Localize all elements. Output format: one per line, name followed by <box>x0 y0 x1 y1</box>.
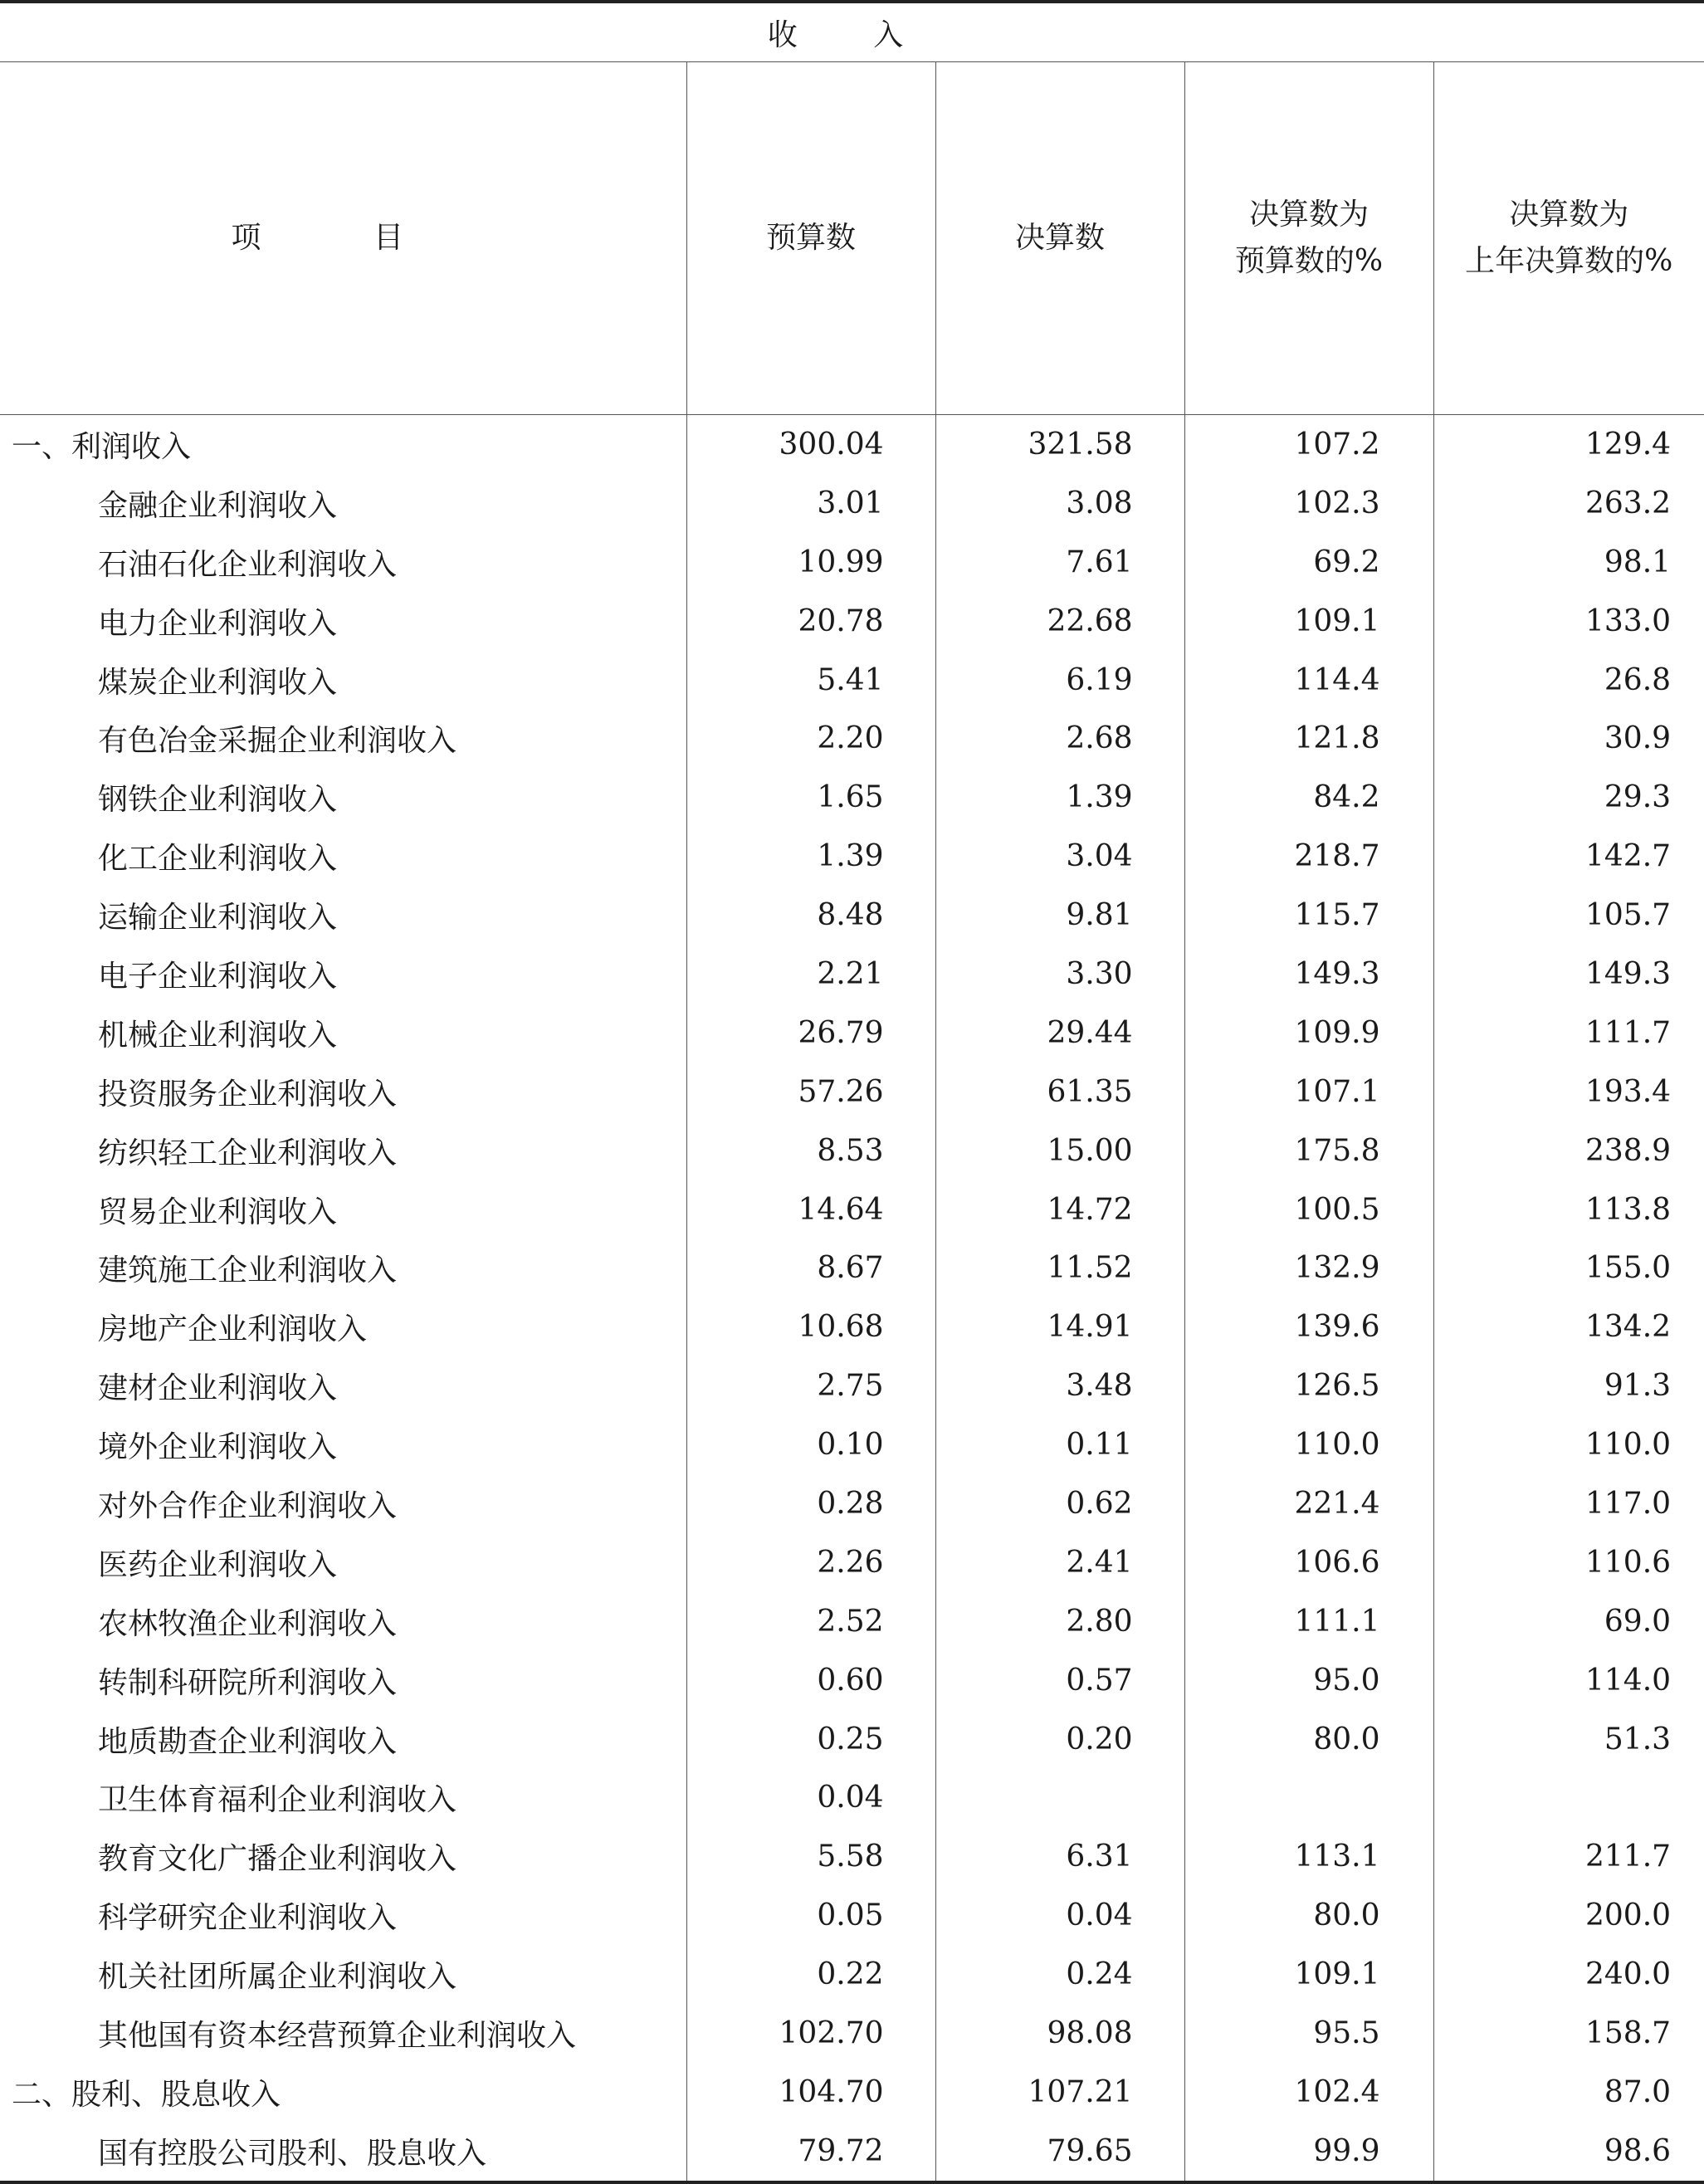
table-row <box>0 1827 1704 1886</box>
row-pct-budget-value: 139.6 <box>1184 1297 1433 1356</box>
row-item-name: 其他国有资本经营预算企业利润收入 <box>98 2018 577 2053</box>
table-row <box>0 1768 1704 1827</box>
row-item-name: 境外企业利润收入 <box>98 1430 338 1465</box>
column-header-row <box>0 62 1704 415</box>
row-final-value: 3.08 <box>935 474 1184 533</box>
table-title-row <box>0 2 1704 62</box>
row-budget-value: 0.05 <box>686 1886 935 1945</box>
row-budget-value: 2.52 <box>686 1592 935 1651</box>
row-item-name: 地质勘查企业利润收入 <box>98 1724 398 1759</box>
table-row <box>0 1121 1704 1180</box>
row-pct-budget-value: 102.3 <box>1184 474 1433 533</box>
row-pct-last-value: 133.0 <box>1433 592 1704 651</box>
table-row <box>0 827 1704 886</box>
row-pct-budget-value: 80.0 <box>1184 1710 1433 1769</box>
row-pct-budget-value: 110.0 <box>1184 1415 1433 1474</box>
row-pct-budget-value: 84.2 <box>1184 768 1433 827</box>
row-final-value: 107.21 <box>935 2063 1184 2122</box>
row-item-name: 金融企业利润收入 <box>98 488 338 523</box>
table-row <box>0 2004 1704 2063</box>
table-row <box>0 945 1704 1004</box>
row-item-name: 医药企业利润收入 <box>98 1547 338 1582</box>
row-item-name: 卫生体育福利企业利润收入 <box>98 1783 457 1818</box>
row-pct-budget-value: 221.4 <box>1184 1474 1433 1533</box>
row-pct-last-value: 129.4 <box>1433 415 1704 474</box>
row-budget-value: 26.79 <box>686 1004 935 1063</box>
row-pct-last-value: 158.7 <box>1433 2004 1704 2063</box>
row-budget-value: 2.26 <box>686 1533 935 1592</box>
row-final-value: 0.62 <box>935 1474 1184 1533</box>
table-row <box>0 709 1704 768</box>
row-pct-last-value: 149.3 <box>1433 945 1704 1004</box>
row-budget-value: 1.65 <box>686 768 935 827</box>
row-pct-budget-value: 102.4 <box>1184 2063 1433 2122</box>
row-pct-last-value: 29.3 <box>1433 768 1704 827</box>
row-budget-value: 0.28 <box>686 1474 935 1533</box>
row-budget-value: 10.68 <box>686 1297 935 1356</box>
row-pct-budget-value: 115.7 <box>1184 886 1433 945</box>
row-pct-budget-value: 80.0 <box>1184 1886 1433 1945</box>
row-final-value: 15.00 <box>935 1121 1184 1180</box>
row-pct-last-value: 98.1 <box>1433 533 1704 592</box>
row-pct-last-value: 91.3 <box>1433 1356 1704 1415</box>
row-final-value: 11.52 <box>935 1239 1184 1297</box>
table-row <box>0 1945 1704 2004</box>
table-row <box>0 1474 1704 1533</box>
row-pct-budget-value: 114.4 <box>1184 651 1433 710</box>
table-row <box>0 1063 1704 1121</box>
row-final-value: 0.57 <box>935 1651 1184 1710</box>
row-budget-value: 8.67 <box>686 1239 935 1297</box>
table-row <box>0 1356 1704 1415</box>
row-item-name: 投资服务企业利润收入 <box>98 1077 398 1112</box>
table-row <box>0 768 1704 827</box>
header-pct-budget <box>1184 62 1433 415</box>
row-pct-budget-value: 132.9 <box>1184 1239 1433 1297</box>
row-final-value: 0.20 <box>935 1710 1184 1769</box>
row-pct-budget-value: 100.5 <box>1184 1180 1433 1239</box>
header-item-label: 项 目 <box>231 221 455 255</box>
row-final-value: 7.61 <box>935 533 1184 592</box>
row-final-value: 6.19 <box>935 651 1184 710</box>
row-item-name: 国有控股公司股利、股息收入 <box>0 2122 686 2182</box>
row-final-value: 6.31 <box>935 1827 1184 1886</box>
row-final-value: 14.91 <box>935 1297 1184 1356</box>
row-final-value: 2.68 <box>935 709 1184 768</box>
row-final-value: 2.41 <box>935 1533 1184 1592</box>
row-item-name: 转制科研院所利润收入 <box>98 1665 398 1700</box>
row-pct-last-value: 200.0 <box>1433 1886 1704 1945</box>
row-budget-value: 2.20 <box>686 709 935 768</box>
row-final-value: 79.65 <box>935 2122 1184 2182</box>
row-budget-value: 102.70 <box>686 2004 935 2063</box>
row-pct-budget-value <box>1184 1768 1433 1827</box>
row-item-name: 对外合作企业利润收入 <box>98 1488 398 1523</box>
row-budget-value: 3.01 <box>686 474 935 533</box>
row-pct-last-value: 87.0 <box>1433 2063 1704 2122</box>
row-pct-last-value: 26.8 <box>1433 651 1704 710</box>
row-final-value: 3.04 <box>935 827 1184 886</box>
row-pct-last-value: 193.4 <box>1433 1063 1704 1121</box>
row-pct-budget-value: 109.1 <box>1184 1945 1433 2004</box>
row-budget-value: 0.25 <box>686 1710 935 1769</box>
row-final-value: 321.58 <box>935 415 1184 474</box>
table-row <box>0 1239 1704 1297</box>
row-budget-value: 8.48 <box>686 886 935 945</box>
row-pct-budget-value: 121.8 <box>1184 709 1433 768</box>
row-item-name: 房地产企业利润收入 <box>98 1312 368 1347</box>
table-row <box>0 1297 1704 1356</box>
row-item-name: 教育文化广播企业利润收入 <box>98 1842 457 1877</box>
table-row <box>0 1004 1704 1063</box>
row-pct-budget-value: 113.1 <box>1184 1827 1433 1886</box>
table-row <box>0 1651 1704 1710</box>
row-pct-last-value: 110.6 <box>1433 1533 1704 1592</box>
row-item-name: 有色冶金采掘企业利润收入 <box>98 724 457 759</box>
row-pct-budget-value: 218.7 <box>1184 827 1433 886</box>
row-pct-last-value: 263.2 <box>1433 474 1704 533</box>
row-final-value: 14.72 <box>935 1180 1184 1239</box>
row-budget-value: 0.22 <box>686 1945 935 2004</box>
row-item-name: 科学研究企业利润收入 <box>98 1901 398 1936</box>
row-pct-last-value: 117.0 <box>1433 1474 1704 1533</box>
header-pct-last-line1: 决算数为 <box>1509 198 1629 232</box>
row-pct-last-value: 238.9 <box>1433 1121 1704 1180</box>
row-final-value <box>935 1768 1184 1827</box>
row-item-name: 煤炭企业利润收入 <box>98 665 338 700</box>
row-item-name: 运输企业利润收入 <box>98 901 338 936</box>
row-budget-value: 2.21 <box>686 945 935 1004</box>
row-budget-value: 2.75 <box>686 1356 935 1415</box>
table-title: 收 入 <box>0 2 1704 62</box>
table-row <box>0 1533 1704 1592</box>
row-pct-last-value: 111.7 <box>1433 1004 1704 1063</box>
row-final-value: 0.04 <box>935 1886 1184 1945</box>
row-pct-last-value: 30.9 <box>1433 709 1704 768</box>
table-row <box>0 592 1704 651</box>
table-row <box>0 2122 1704 2182</box>
row-pct-budget-value: 109.9 <box>1184 1004 1433 1063</box>
row-item-name: 贸易企业利润收入 <box>98 1195 338 1229</box>
row-budget-value: 5.58 <box>686 1827 935 1886</box>
header-final: 决算数 <box>935 62 1184 415</box>
row-pct-budget-value: 106.6 <box>1184 1533 1433 1592</box>
row-pct-last-value: 155.0 <box>1433 1239 1704 1297</box>
table-row <box>0 2063 1704 2122</box>
row-item-name: 机关社团所属企业利润收入 <box>98 1960 457 1995</box>
table-row <box>0 651 1704 710</box>
row-final-value: 29.44 <box>935 1004 1184 1063</box>
row-item-name: 纺织轻工企业利润收入 <box>98 1136 398 1170</box>
row-final-value: 3.48 <box>935 1356 1184 1415</box>
row-final-value: 9.81 <box>935 886 1184 945</box>
row-pct-budget-value: 109.1 <box>1184 592 1433 651</box>
row-pct-budget-value: 107.2 <box>1184 415 1433 474</box>
row-pct-last-value: 98.6 <box>1433 2122 1704 2182</box>
row-item-name: 一、利润收入 <box>12 429 192 464</box>
row-item-name: 电力企业利润收入 <box>98 606 338 641</box>
row-pct-budget-value: 95.0 <box>1184 1651 1433 1710</box>
row-pct-last-value: 142.7 <box>1433 827 1704 886</box>
header-item <box>0 62 686 415</box>
table-row <box>0 415 1704 474</box>
row-budget-value: 0.04 <box>686 1768 935 1827</box>
row-budget-value: 0.60 <box>686 1651 935 1710</box>
row-pct-budget-value: 149.3 <box>1184 945 1433 1004</box>
row-final-value: 0.11 <box>935 1415 1184 1474</box>
row-pct-last-value: 211.7 <box>1433 1827 1704 1886</box>
table-row <box>0 1180 1704 1239</box>
row-budget-value: 1.39 <box>686 827 935 886</box>
row-pct-budget-value: 69.2 <box>1184 533 1433 592</box>
header-pct-last-line2: 上年决算数的% <box>1465 244 1673 278</box>
row-pct-last-value <box>1433 1768 1704 1827</box>
row-pct-last-value: 114.0 <box>1433 1651 1704 1710</box>
header-budget: 预算数 <box>686 62 935 415</box>
row-pct-budget-value: 99.9 <box>1184 2122 1433 2182</box>
row-final-value: 98.08 <box>935 2004 1184 2063</box>
row-item-name: 石油石化企业利润收入 <box>98 547 398 582</box>
row-final-value: 0.24 <box>935 1945 1184 2004</box>
row-pct-budget-value: 126.5 <box>1184 1356 1433 1415</box>
row-final-value: 2.80 <box>935 1592 1184 1651</box>
row-item-name: 钢铁企业利润收入 <box>98 783 338 818</box>
row-pct-last-value: 240.0 <box>1433 1945 1704 2004</box>
table-body <box>0 415 1704 2182</box>
row-budget-value: 8.53 <box>686 1121 935 1180</box>
table-row <box>0 1886 1704 1945</box>
row-budget-value: 104.70 <box>686 2063 935 2122</box>
row-pct-budget-value: 175.8 <box>1184 1121 1433 1180</box>
row-pct-last-value: 51.3 <box>1433 1710 1704 1769</box>
row-budget-value: 57.26 <box>686 1063 935 1121</box>
row-item-name: 化工企业利润收入 <box>98 842 338 877</box>
table-row <box>0 474 1704 533</box>
row-pct-last-value: 134.2 <box>1433 1297 1704 1356</box>
row-final-value: 3.30 <box>935 945 1184 1004</box>
row-budget-value: 5.41 <box>686 651 935 710</box>
row-item-name: 农林牧渔企业利润收入 <box>98 1606 398 1641</box>
header-pct-last <box>1433 62 1704 415</box>
row-item-name: 建筑施工企业利润收入 <box>98 1253 398 1288</box>
row-pct-last-value: 105.7 <box>1433 886 1704 945</box>
row-budget-value: 79.72 <box>686 2122 935 2182</box>
table-row <box>0 1710 1704 1769</box>
header-pct-budget-line1: 决算数为 <box>1248 198 1369 232</box>
row-final-value: 61.35 <box>935 1063 1184 1121</box>
header-pct-budget-line2: 预算数的% <box>1234 244 1384 278</box>
row-budget-value: 10.99 <box>686 533 935 592</box>
row-budget-value: 300.04 <box>686 415 935 474</box>
row-pct-last-value: 110.0 <box>1433 1415 1704 1474</box>
row-pct-last-value: 113.8 <box>1433 1180 1704 1239</box>
table-row <box>0 886 1704 945</box>
row-item-name: 二、股利、股息收入 <box>12 2077 281 2112</box>
row-budget-value: 14.64 <box>686 1180 935 1239</box>
table-row <box>0 1592 1704 1651</box>
row-item-name: 电子企业利润收入 <box>98 959 338 994</box>
row-item-name: 建材企业利润收入 <box>98 1371 338 1406</box>
row-budget-value: 20.78 <box>686 592 935 651</box>
row-pct-budget-value: 107.1 <box>1184 1063 1433 1121</box>
row-pct-budget-value: 111.1 <box>1184 1592 1433 1651</box>
row-budget-value: 0.10 <box>686 1415 935 1474</box>
table-row <box>0 533 1704 592</box>
row-final-value: 22.68 <box>935 592 1184 651</box>
row-pct-budget-value: 95.5 <box>1184 2004 1433 2063</box>
row-pct-last-value: 69.0 <box>1433 1592 1704 1651</box>
row-final-value: 1.39 <box>935 768 1184 827</box>
table-row <box>0 1415 1704 1474</box>
row-item-name: 机械企业利润收入 <box>98 1018 338 1053</box>
